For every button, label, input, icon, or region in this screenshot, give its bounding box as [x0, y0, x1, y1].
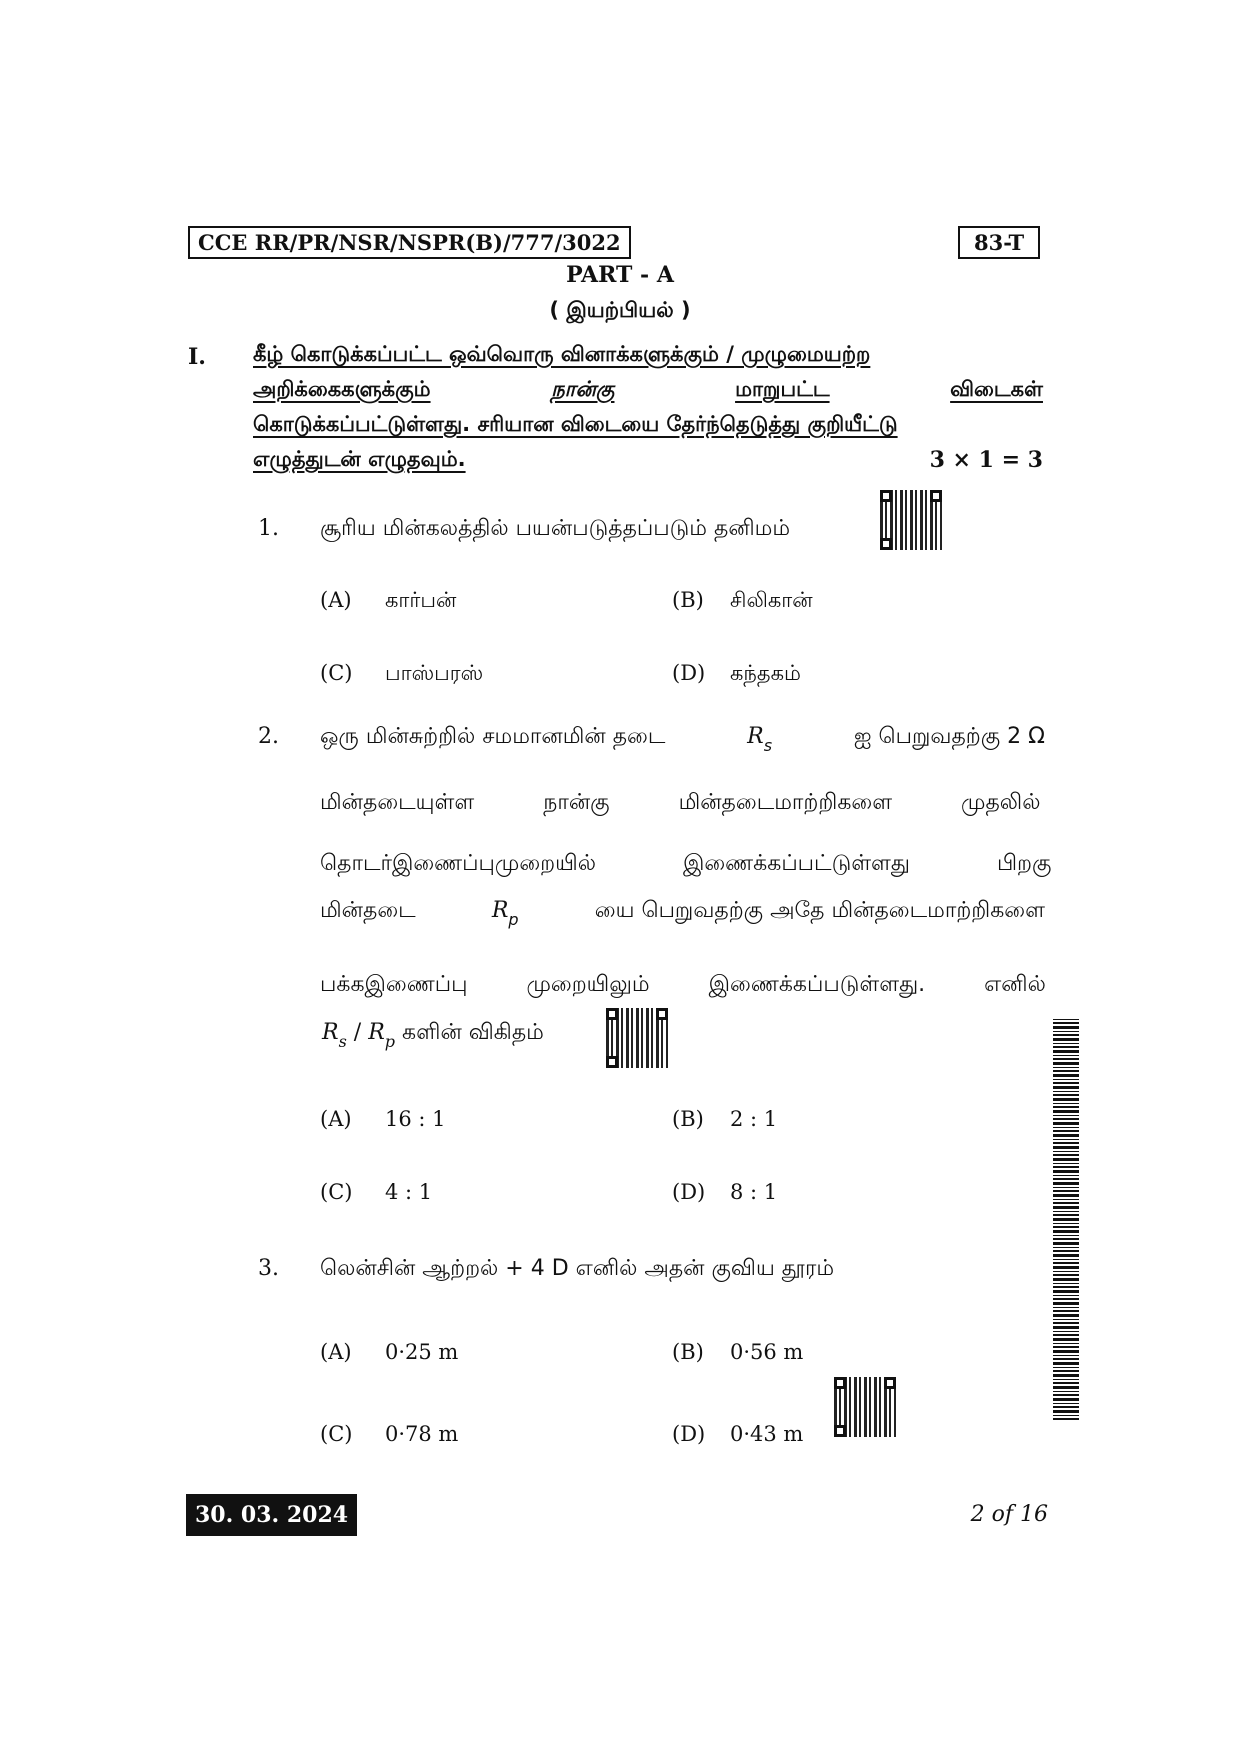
- instruction-word: மாறுபட்ட: [735, 377, 830, 401]
- option-label: (A): [320, 1340, 352, 1364]
- option-text: 0·25 m: [385, 1340, 459, 1364]
- question-number: 3.: [258, 1256, 279, 1281]
- question-line: மின்தடையுள்ள நான்கு மின்தடைமாற்றிகளை முதலில்: [320, 790, 1041, 815]
- instruction-line-1: கீழ் கொடுக்கப்பட்ட ஒவ்வொரு வினாக்களுக்கும் / முழுமையற்ற: [253, 342, 871, 366]
- option-label: (C): [320, 1180, 353, 1204]
- question-line: [320, 724, 1045, 755]
- option-label: (B): [672, 588, 704, 612]
- instruction-line-4: எழுத்துடன் எழுதவும்.: [253, 447, 466, 471]
- option-text: 0·43 m: [730, 1422, 804, 1446]
- option-text: கந்தகம்: [730, 661, 801, 685]
- option-text: பாஸ்பரஸ்: [385, 661, 484, 685]
- option-label: (B): [672, 1107, 704, 1131]
- option-text: 0·78 m: [385, 1422, 459, 1446]
- option-text: 16 : 1: [385, 1107, 446, 1131]
- subject-title: ( இயற்பியல் ): [549, 298, 691, 322]
- option-text: கார்பன்: [385, 588, 457, 612]
- option-label: (C): [320, 661, 353, 685]
- question-text: மின்தடை: [320, 898, 416, 923]
- instruction-word: அறிக்கைகளுக்கும்: [253, 377, 431, 401]
- question-text: ஐ பெறுவதற்கு 2 Ω: [853, 724, 1045, 749]
- option-label: (A): [320, 588, 352, 612]
- math-ratio: $R_s / R_p$ களின் விகிதம்: [322, 1020, 544, 1051]
- qr-code-icon: [606, 1008, 668, 1068]
- option-text: 4 : 1: [385, 1180, 433, 1204]
- question-number: 1.: [258, 516, 279, 541]
- question-text: யை பெறுவதற்கு அதே மின்தடைமாற்றிகளை: [594, 898, 1045, 923]
- instruction-line-2: [253, 377, 1043, 404]
- paper-number: 83-T: [958, 226, 1040, 259]
- option-text: 8 : 1: [730, 1180, 778, 1204]
- question-line: [320, 898, 1045, 929]
- math-rs: $R_s$: [747, 724, 773, 755]
- option-label: (D): [672, 1422, 706, 1446]
- exam-code: CCE RR/PR/NSR/NSPR(B)/777/3022: [188, 226, 631, 259]
- question-line: பக்கஇணைப்பு முறையிலும் இணைக்கப்படுள்ளது. எனில்: [320, 972, 1046, 997]
- question-line: தொடர்இணைப்புமுறையில் இணைக்கப்பட்டுள்ளது பிறகு: [320, 851, 1052, 876]
- page-number: 2 of 16: [970, 1502, 1048, 1527]
- question-text: களின் விகிதம்: [402, 1020, 544, 1045]
- marks: 3 × 1 = 3: [929, 447, 1043, 473]
- question-text: சூரிய மின்கலத்தில் பயன்படுத்தப்படும் தனிமம்: [320, 516, 791, 541]
- option-text: சிலிகான்: [730, 588, 813, 612]
- qr-code-icon: [834, 1377, 896, 1437]
- part-title: PART - A: [566, 262, 674, 288]
- question-text: லென்சின் ஆற்றல் + 4 D எனில் அதன் குவிய தூரம்: [320, 1256, 835, 1281]
- option-label: (D): [672, 661, 706, 685]
- instruction-word: விடைகள்: [950, 377, 1043, 401]
- barcode-icon: [1053, 1018, 1079, 1420]
- instruction-emphasis: நான்கு: [551, 377, 615, 401]
- section-number: I.: [188, 344, 206, 370]
- option-label: (B): [672, 1340, 704, 1364]
- option-text: 2 : 1: [730, 1107, 778, 1131]
- exam-date: 30. 03. 2024: [186, 1494, 357, 1536]
- math-rp: $R_p$: [491, 898, 519, 929]
- instruction-line-3: கொடுக்கப்பட்டுள்ளது. சரியான விடையை தேர்ந்தெடுத்து குறியீட்டு: [253, 412, 898, 436]
- option-label: (A): [320, 1107, 352, 1131]
- option-label: (D): [672, 1180, 706, 1204]
- question-text: ஒரு மின்சுற்றில் சமமானமின் தடை: [320, 724, 666, 749]
- question-number: 2.: [258, 724, 279, 749]
- option-label: (C): [320, 1422, 353, 1446]
- option-text: 0·56 m: [730, 1340, 804, 1364]
- qr-code-icon: [880, 490, 942, 550]
